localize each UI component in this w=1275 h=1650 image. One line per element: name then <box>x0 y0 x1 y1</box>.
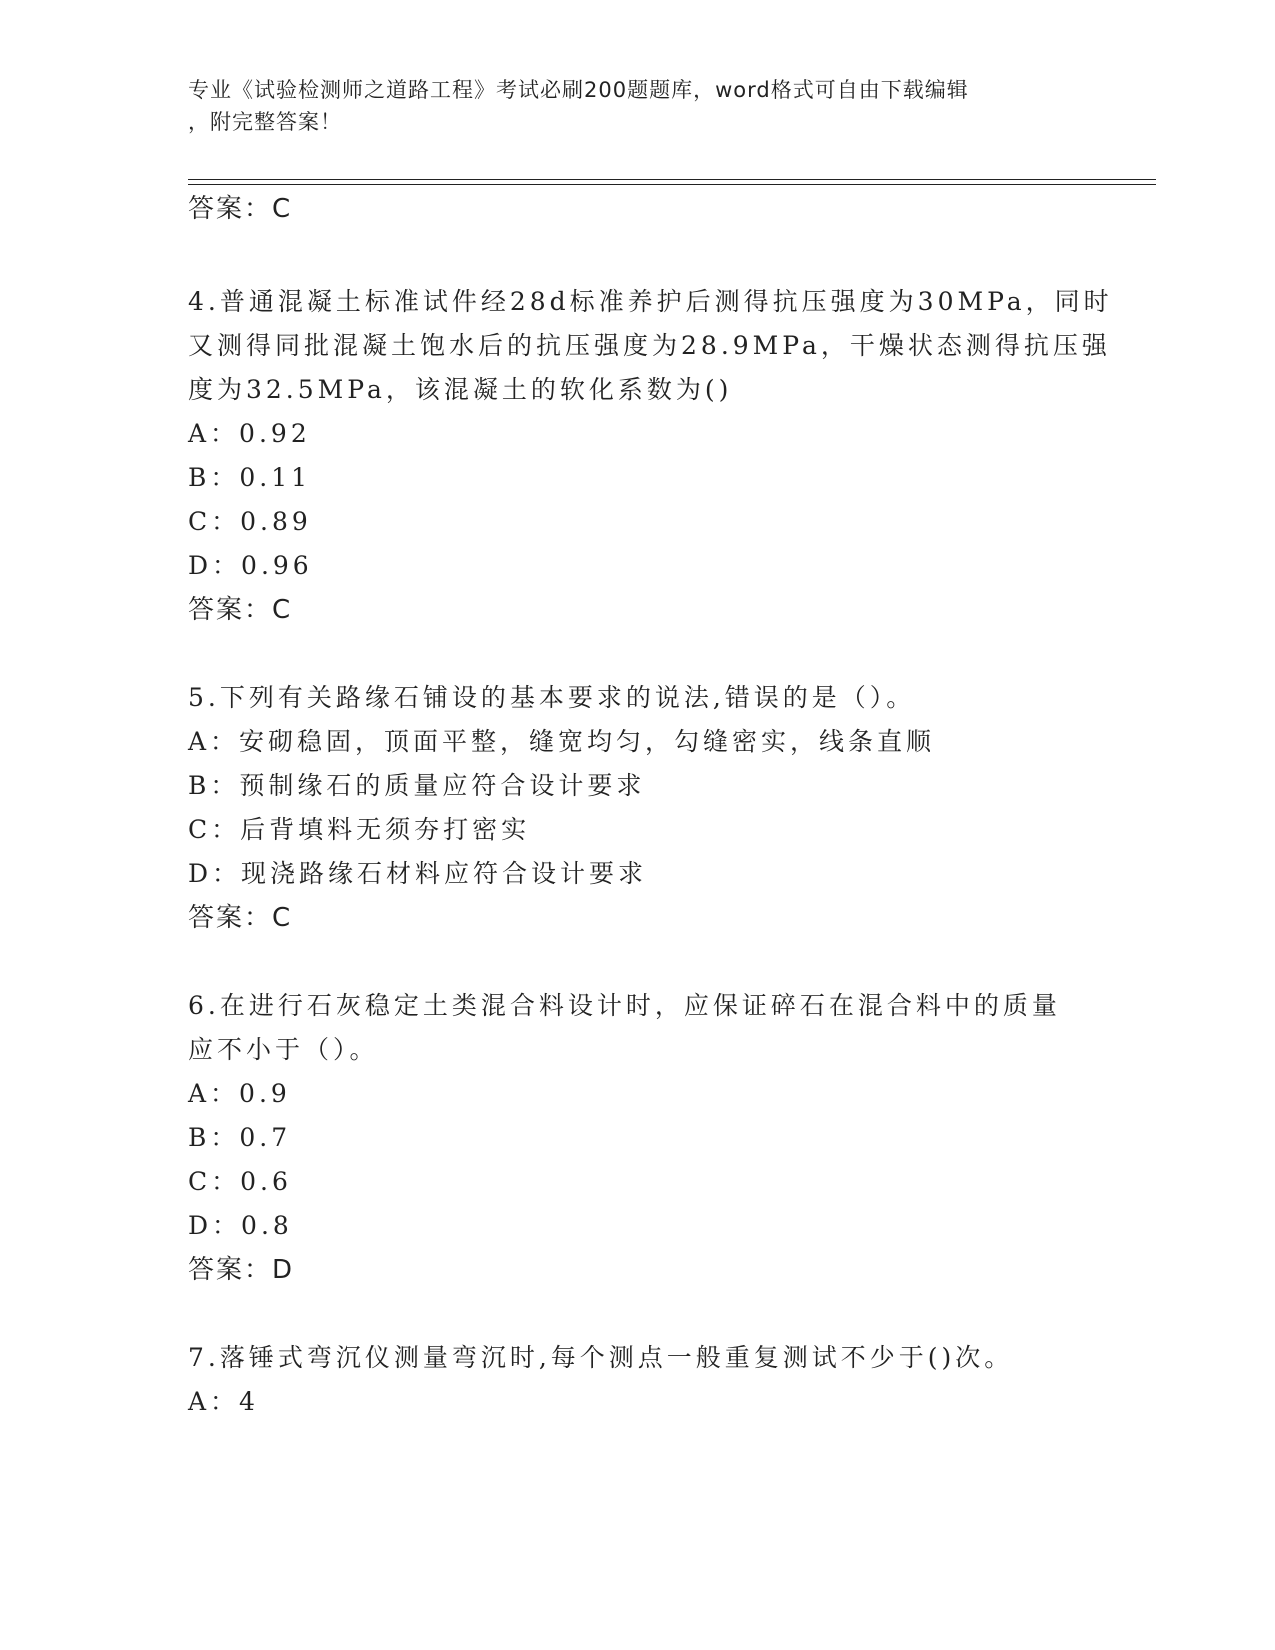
question-4-option-b: B：0.11 <box>188 463 312 492</box>
answer-q5: 答案：C <box>188 903 293 933</box>
header-divider-top <box>188 179 1156 180</box>
answer-q6: 答案：D <box>188 1255 295 1285</box>
question-7-line-1: 7.落锤式弯沉仪测量弯沉时,每个测点一般重复测试不少于()次。 <box>188 1343 1014 1372</box>
header-divider-bottom <box>188 184 1156 185</box>
question-6-option-d: D：0.8 <box>188 1211 293 1240</box>
question-4-option-d: D：0.96 <box>188 551 313 580</box>
header-line-2: ，附完整答案！ <box>188 110 342 134</box>
question-6-line-1: 6.在进行石灰稳定土类混合料设计时，应保证碎石在混合料中的质量 <box>188 991 1061 1020</box>
answer-q4: 答案：C <box>188 595 293 625</box>
question-6-option-c: C：0.6 <box>188 1167 292 1196</box>
question-4-line-3: 度为32.5MPa，该混凝土的软化系数为() <box>188 375 733 404</box>
question-5-option-b: B：预制缘石的质量应符合设计要求 <box>188 771 646 800</box>
question-4-line-1: 4.普通混凝土标准试件经28d标准养护后测得抗压强度为30MPa，同时 <box>188 287 1113 316</box>
question-4-option-a: A：0.92 <box>188 419 311 448</box>
question-5-option-c: C：后背填料无须夯打密实 <box>188 815 531 844</box>
question-5-option-a: A：安砌稳固，顶面平整，缝宽均匀，勾缝密实，线条直顺 <box>188 727 936 756</box>
header-line-1: 专业《试验检测师之道路工程》考试必刷200题题库，word格式可自由下载编辑 <box>188 78 969 102</box>
question-6-option-a: A：0.9 <box>188 1079 291 1108</box>
question-4-option-c: C：0.89 <box>188 507 312 536</box>
question-4-line-2: 又测得同批混凝土饱水后的抗压强度为28.9MPa，干燥状态测得抗压强 <box>188 331 1111 360</box>
question-5-line-1: 5.下列有关路缘石铺设的基本要求的说法,错误的是（）。 <box>188 683 916 712</box>
question-7-option-a: A：4 <box>188 1387 259 1416</box>
document-header <box>188 74 1088 138</box>
question-6-option-b: B：0.7 <box>188 1123 292 1152</box>
question-5-option-d: D：现浇路缘石材料应符合设计要求 <box>188 859 648 888</box>
answer-q3: 答案：C <box>188 194 293 224</box>
question-6-line-2: 应不小于（）。 <box>188 1035 379 1064</box>
